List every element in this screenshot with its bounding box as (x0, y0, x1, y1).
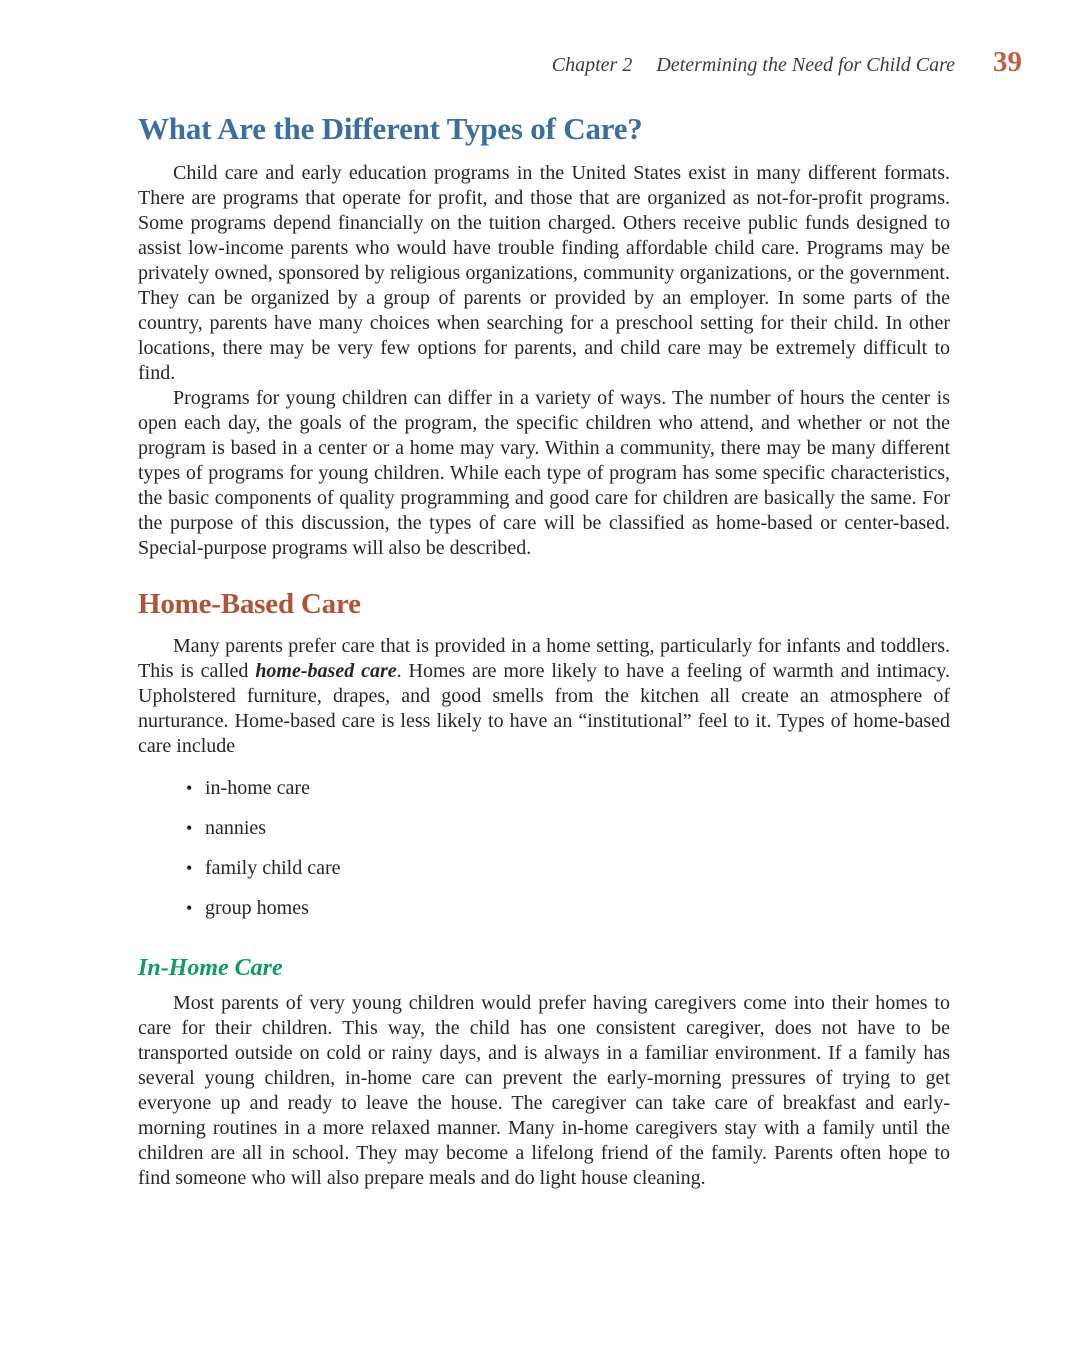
content-column (138, 161, 950, 1191)
chapter-title: Determining the Need for Child Care (656, 54, 955, 76)
subsection-heading-in-home-care: In-Home Care (138, 955, 283, 981)
list-item (138, 776, 950, 801)
list-item-label: family child care (205, 857, 341, 879)
bullet-icon: • (186, 778, 193, 798)
chapter-label: Chapter 2 (551, 54, 633, 76)
list-item-label: nannies (205, 817, 267, 839)
intro-paragraph-1: Child care and early education programs in the United States exist in many different formats. There are programs that operate for profit, and those that are organized as not-for-profit programs. Some programs depend financially on the tuition charged. Others receive public funds designed to assist low-income parents who would have trouble finding affordable child care. Programs may be privately owned, sponsored by religious organizations, community organizations, or the government. They can be organized by a group of parents or provided by an employer. In some parts of the country, parents have many choices when searching for a preschool setting for their child. In other locations, there may be very few options for parents, and child care may be extremely difficult to find. (138, 162, 950, 384)
home-based-term: home-based care (255, 660, 397, 682)
bullet-icon: • (186, 818, 193, 838)
page-header (0, 0, 1088, 79)
home-based-care-types-list (138, 776, 950, 921)
page-number: 39 (993, 46, 1022, 78)
bullet-icon: • (186, 898, 193, 918)
home-based-text-before: Many parents prefer care that is provided in a home setting, particularly for infants and toddlers. This is called (138, 635, 950, 682)
list-item-label: group homes (205, 897, 309, 919)
list-item (138, 896, 950, 921)
intro-paragraph-2: Programs for young children can differ in a variety of ways. The number of hours the center is open each day, the goals of the program, the specific children who attend, and whether or not the program is based in a center or a home may vary. Within a community, there may be many different types of programs for young children. While each type of program has some specific characteristics, the basic components of quality programming and good care for children are basically the same. For the purpose of this discussion, the types of care will be classified as home-based or center-based. Special-purpose programs will also be described. (138, 387, 950, 559)
home-based-text-after: . Homes are more likely to have a feeling of warmth and intimacy. Upholstered furniture, drapes, and good smells from the kitchen all create an atmosphere of nurturance. Home-based care is less likely to have an “institutional” feel to it. Types of home-based care include (138, 660, 951, 757)
home-based-paragraph (138, 634, 950, 759)
section-heading-home-based-care: Home-Based Care (138, 588, 361, 620)
in-home-paragraph: Most parents of very young children would prefer having caregivers come into their homes to care for their children. This way, the child has one consistent caregiver, does not have to be transported outside on cold or rainy days, and is always in a familiar environment. If a family has several young children, in-home care can prevent the early-morning pressures of trying to get everyone up and ready to leave the house. The caregiver can take care of breakfast and early-morning routines in a more relaxed manner. Many in-home caregivers stay with a family until the children are all in school. They may become a lifelong friend of the family. Parents often hope to find someone who will also prepare meals and do light house cleaning. (138, 992, 950, 1189)
list-item (138, 816, 950, 841)
list-item (138, 856, 950, 881)
list-item-label: in-home care (205, 777, 310, 799)
bullet-icon: • (186, 858, 193, 878)
page-title: What Are the Different Types of Care? (138, 111, 643, 146)
